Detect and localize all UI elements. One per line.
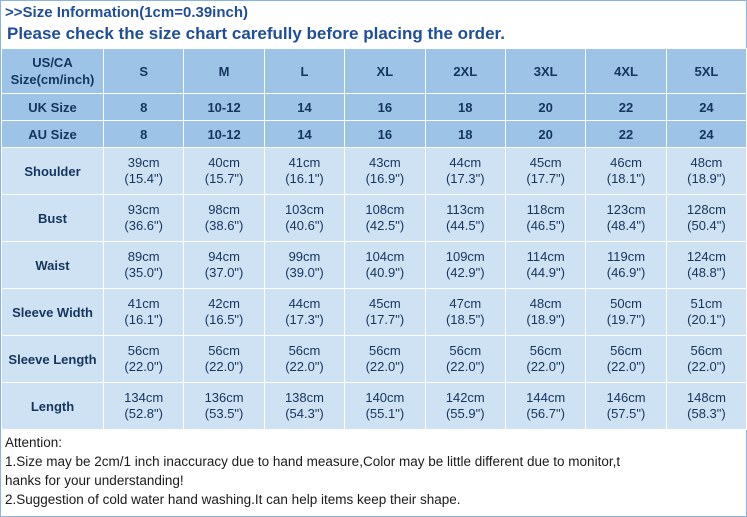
measurement-cm: 118cm <box>526 202 565 217</box>
attention-line-1: 1.Size may be 2cm/1 inch inaccuracy due to hand measure,Color may be little different due to monitor,t <box>5 454 621 469</box>
measurement-cell <box>586 242 666 289</box>
uk-size-value: 14 <box>264 94 344 121</box>
au-size-value: 24 <box>666 121 746 148</box>
measurement-cm: 123cm <box>606 202 646 217</box>
table-row <box>2 336 747 383</box>
measurement-inch: (46.5") <box>526 218 565 233</box>
measurement-inch: (15.4") <box>124 171 163 186</box>
measurement-cm: 124cm <box>686 249 726 264</box>
corner-label-line1: US/CA <box>32 55 73 70</box>
measurement-inch: (18.9") <box>687 171 726 186</box>
row-label-uk-size: UK Size <box>2 94 104 121</box>
measurement-inch: (16.9") <box>365 171 405 186</box>
measurement-inch: (44.5") <box>445 218 485 233</box>
measurement-inch: (22.0") <box>204 359 244 374</box>
corner-label-line2: Size(cm/inch) <box>10 72 95 87</box>
measurement-cell <box>264 195 344 242</box>
uk-size-value: 10-12 <box>184 94 264 121</box>
measurement-cell <box>345 383 425 430</box>
measurement-inch: (16.5") <box>204 312 244 327</box>
column-header-size: L <box>264 49 344 94</box>
measurement-cm: 41cm <box>288 155 321 170</box>
table-row-sizes <box>2 49 747 94</box>
table-row <box>2 289 747 336</box>
measurement-inch: (52.8") <box>124 406 163 421</box>
measurement-cell <box>264 148 344 195</box>
measurement-cell <box>184 195 264 242</box>
measurement-cm: 47cm <box>449 296 482 311</box>
measurement-cm: 104cm <box>365 249 405 264</box>
measurement-cell <box>345 289 425 336</box>
measurement-inch: (22.0") <box>285 359 324 374</box>
measurement-cm: 138cm <box>284 390 324 405</box>
row-label-au-size: AU Size <box>2 121 104 148</box>
column-header-size: 5XL <box>666 49 746 94</box>
measurement-inch: (40.9") <box>365 265 405 280</box>
measurement-inch: (53.5") <box>204 406 244 421</box>
au-size-value: 20 <box>505 121 585 148</box>
measurement-cell <box>425 195 505 242</box>
measurement-inch: (42.5") <box>365 218 405 233</box>
measurement-cell <box>505 383 585 430</box>
au-size-value: 10-12 <box>184 121 264 148</box>
measurement-inch: (17.7") <box>365 312 405 327</box>
measurement-inch: (48.4") <box>606 218 646 233</box>
measurement-cm: 128cm <box>686 202 726 217</box>
measurement-cm: 142cm <box>445 390 485 405</box>
measurement-cell <box>264 289 344 336</box>
measurement-cm: 56cm <box>127 343 160 358</box>
measurement-inch: (46.9") <box>606 265 646 280</box>
measurement-inch: (57.5") <box>606 406 646 421</box>
measurement-cm: 56cm <box>449 343 482 358</box>
measurement-inch: (36.6") <box>124 218 163 233</box>
measurement-inch: (18.1") <box>606 171 646 186</box>
uk-size-value: 20 <box>505 94 585 121</box>
measurement-cell <box>425 148 505 195</box>
measurement-inch: (22.0") <box>526 359 565 374</box>
measurement-cell <box>586 289 666 336</box>
measurement-inch: (54.3") <box>285 406 324 421</box>
attention-line-1-cont: hanks for your understanding! <box>5 473 184 488</box>
measurement-cell <box>184 242 264 289</box>
measurement-cell <box>264 242 344 289</box>
measurement-cm: 56cm <box>529 343 562 358</box>
column-header-size: XL <box>345 49 425 94</box>
attention-notes <box>1 430 746 509</box>
measurement-cm: 39cm <box>127 155 160 170</box>
corner-label <box>2 49 104 94</box>
measurement-cell <box>666 195 746 242</box>
measurement-cell <box>264 383 344 430</box>
row-label-sleeve-length: Sleeve Length <box>2 336 104 383</box>
table-row <box>2 195 747 242</box>
measurement-cm: 140cm <box>365 390 405 405</box>
measurement-cm: 45cm <box>529 155 562 170</box>
measurement-inch: (22.0") <box>606 359 646 374</box>
measurement-cell <box>505 336 585 383</box>
size-chart-table <box>1 48 747 430</box>
measurement-cell <box>666 148 746 195</box>
measurement-inch: (37.0") <box>204 265 244 280</box>
uk-size-value: 24 <box>666 94 746 121</box>
au-size-value: 8 <box>104 121 184 148</box>
measurement-cell <box>505 289 585 336</box>
measurement-cm: 134cm <box>124 390 164 405</box>
measurement-cm: 56cm <box>610 343 642 358</box>
measurement-cell <box>586 336 666 383</box>
measurement-cell <box>345 148 425 195</box>
measurement-inch: (16.1") <box>124 312 163 327</box>
measurement-cell <box>184 289 264 336</box>
measurement-cm: 44cm <box>288 296 321 311</box>
measurement-cm: 119cm <box>607 249 646 264</box>
measurement-cm: 93cm <box>127 202 160 217</box>
measurement-inch: (19.7") <box>606 312 646 327</box>
measurement-cell <box>586 383 666 430</box>
measurement-cm: 99cm <box>288 249 321 264</box>
measurement-inch: (17.3") <box>285 312 324 327</box>
measurement-cm: 103cm <box>284 202 324 217</box>
measurement-cm: 113cm <box>446 202 485 217</box>
measurement-cm: 56cm <box>368 343 401 358</box>
measurement-inch: (44.9") <box>526 265 565 280</box>
measurement-inch: (22.0") <box>365 359 405 374</box>
measurement-inch: (15.7") <box>204 171 244 186</box>
uk-size-value: 8 <box>104 94 184 121</box>
measurement-cell <box>666 383 746 430</box>
measurement-inch: (48.8") <box>687 265 726 280</box>
au-size-value: 18 <box>425 121 505 148</box>
measurement-inch: (18.9") <box>526 312 565 327</box>
measurement-inch: (20.1") <box>687 312 726 327</box>
au-size-value: 22 <box>586 121 666 148</box>
column-header-size: 3XL <box>505 49 585 94</box>
measurement-inch: (17.7") <box>526 171 565 186</box>
measurement-cell <box>425 242 505 289</box>
measurement-cm: 40cm <box>208 155 240 170</box>
measurement-cm: 109cm <box>445 249 485 264</box>
measurement-inch: (35.0") <box>124 265 163 280</box>
measurement-inch: (22.0") <box>445 359 485 374</box>
measurement-cell <box>666 289 746 336</box>
measurement-cm: 136cm <box>204 390 244 405</box>
measurement-cm: 94cm <box>208 249 240 264</box>
measurement-inch: (16.1") <box>285 171 324 186</box>
attention-title: Attention: <box>5 435 63 450</box>
measurement-cell <box>425 336 505 383</box>
uk-size-value: 18 <box>425 94 505 121</box>
table-row <box>2 242 747 289</box>
measurement-cm: 45cm <box>368 296 401 311</box>
measurement-cm: 48cm <box>690 155 723 170</box>
measurement-inch: (39.0") <box>285 265 324 280</box>
measurement-cm: 46cm <box>610 155 642 170</box>
measurement-cell <box>184 383 264 430</box>
measurement-cm: 42cm <box>208 296 240 311</box>
measurement-cm: 41cm <box>127 296 160 311</box>
column-header-size: S <box>104 49 184 94</box>
measurement-cm: 43cm <box>368 155 401 170</box>
measurement-cm: 148cm <box>686 390 726 405</box>
measurement-cell <box>184 336 264 383</box>
measurement-cell <box>345 242 425 289</box>
measurement-cell <box>666 242 746 289</box>
row-label-waist: Waist <box>2 242 104 289</box>
measurement-cm: 98cm <box>208 202 240 217</box>
measurement-cell <box>586 195 666 242</box>
measurement-cm: 114cm <box>526 249 565 264</box>
table-row <box>2 148 747 195</box>
table-row-au-size <box>2 121 747 148</box>
measurement-inch: (22.0") <box>687 359 726 374</box>
measurement-cm: 146cm <box>606 390 646 405</box>
au-size-value: 14 <box>264 121 344 148</box>
measurement-inch: (42.9") <box>445 265 485 280</box>
measurement-cm: 48cm <box>529 296 562 311</box>
measurement-cm: 50cm <box>610 296 642 311</box>
measurement-cell <box>104 195 184 242</box>
measurement-cell <box>345 195 425 242</box>
row-label-sleeve-width: Sleeve Width <box>2 289 104 336</box>
measurement-cm: 108cm <box>365 202 405 217</box>
measurement-cell <box>104 289 184 336</box>
page-subtitle: Please check the size chart carefully before placing the order. <box>7 24 505 43</box>
row-label-bust: Bust <box>2 195 104 242</box>
row-label-shoulder: Shoulder <box>2 148 104 195</box>
measurement-cm: 56cm <box>288 343 321 358</box>
measurement-cell <box>505 195 585 242</box>
measurement-inch: (58.3") <box>687 406 726 421</box>
table-row <box>2 383 747 430</box>
measurement-inch: (55.9") <box>445 406 485 421</box>
measurement-inch: (18.5") <box>445 312 485 327</box>
measurement-inch: (38.6") <box>204 218 244 233</box>
measurement-inch: (56.7") <box>526 406 565 421</box>
measurement-cell <box>586 148 666 195</box>
measurement-cm: 56cm <box>208 343 240 358</box>
measurement-cell <box>425 383 505 430</box>
measurement-cell <box>505 242 585 289</box>
measurement-cell <box>104 336 184 383</box>
measurement-cell <box>104 242 184 289</box>
uk-size-value: 22 <box>586 94 666 121</box>
measurement-cm: 51cm <box>690 296 723 311</box>
measurement-inch: (22.0") <box>124 359 163 374</box>
measurement-inch: (40.6") <box>285 218 324 233</box>
measurement-cm: 56cm <box>690 343 723 358</box>
table-row-uk-size <box>2 94 747 121</box>
measurement-inch: (50.4") <box>687 218 726 233</box>
column-header-size: M <box>184 49 264 94</box>
measurement-cm: 89cm <box>127 249 160 264</box>
measurement-inch: (55.1") <box>365 406 405 421</box>
measurement-cm: 144cm <box>526 390 566 405</box>
uk-size-value: 16 <box>345 94 425 121</box>
measurement-cell <box>264 336 344 383</box>
column-header-size: 2XL <box>425 49 505 94</box>
measurement-cell <box>345 336 425 383</box>
page-title: >>Size Information(1cm=0.39inch) <box>5 4 248 21</box>
measurement-cell <box>505 148 585 195</box>
measurement-cell <box>184 148 264 195</box>
measurement-cm: 44cm <box>449 155 482 170</box>
column-header-size: 4XL <box>586 49 666 94</box>
measurement-cell <box>104 148 184 195</box>
au-size-value: 16 <box>345 121 425 148</box>
attention-line-2: 2.Suggestion of cold water hand washing.It can help items keep their shape. <box>5 492 461 507</box>
measurement-cell <box>425 289 505 336</box>
row-label-length: Length <box>2 383 104 430</box>
measurement-cell <box>666 336 746 383</box>
measurement-inch: (17.3") <box>445 171 485 186</box>
measurement-cell <box>104 383 184 430</box>
